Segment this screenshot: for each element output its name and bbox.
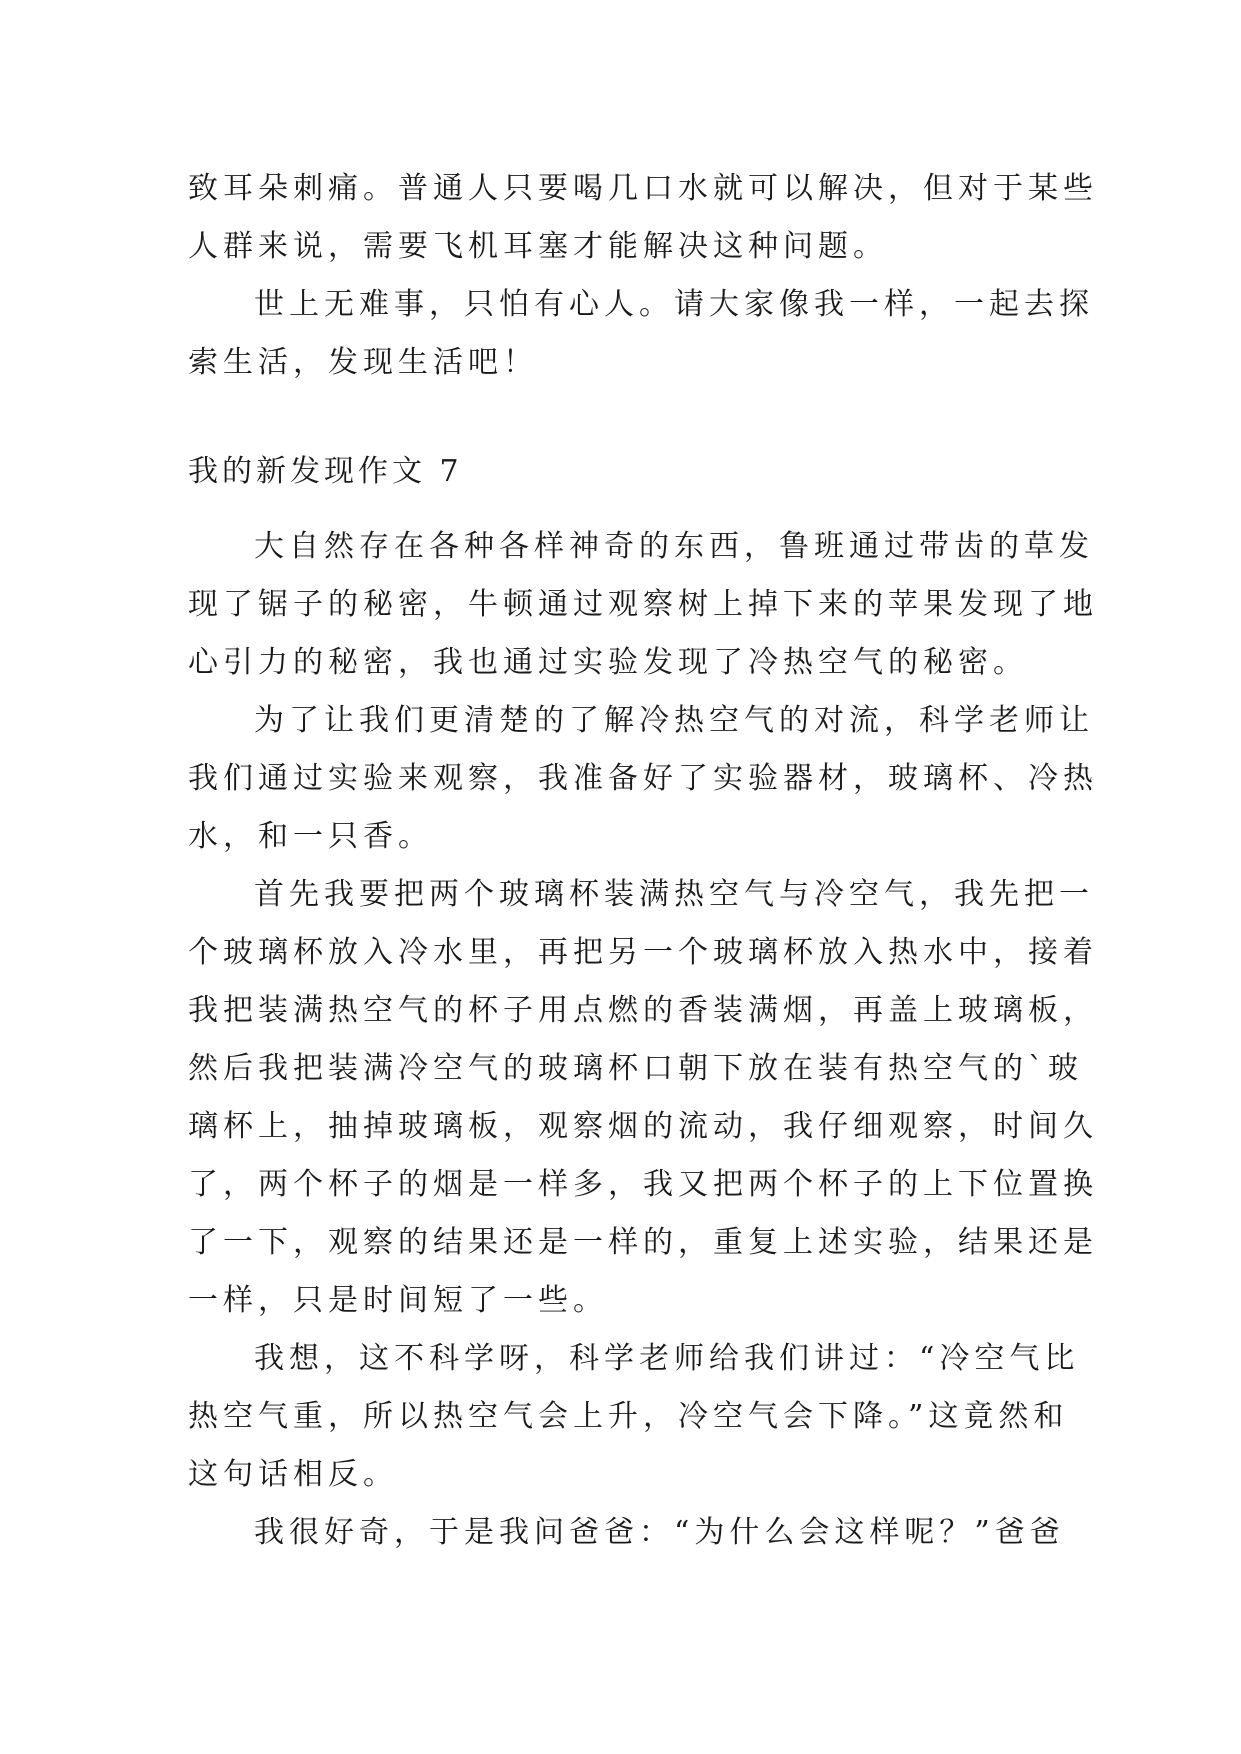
text-line: 个玻璃杯放入冷水里，再把另一个玻璃杯放入热水中，接着 bbox=[188, 935, 1098, 970]
text-line: 我把装满热空气的杯子用点燃的香装满烟，再盖上玻璃板， bbox=[188, 993, 1098, 1028]
text-line: 人群来说，需要飞机耳塞才能解决这种问题。 bbox=[188, 229, 888, 264]
text-line: 我很好奇，于是我问爸爸：“为什么会这样呢？”爸爸 bbox=[254, 1515, 1065, 1550]
text-line: 热空气重，所以热空气会上升，冷空气会下降。”这竟然和 bbox=[188, 1399, 1069, 1434]
text-line: 我们通过实验来观察，我准备好了实验器材，玻璃杯、冷热 bbox=[188, 761, 1098, 796]
text-line: 大自然存在各种各样神奇的东西，鲁班通过带齿的草发 bbox=[254, 529, 1094, 564]
text-line: 心引力的秘密，我也通过实验发现了冷热空气的秘密。 bbox=[188, 645, 1028, 680]
essay-body bbox=[188, 518, 1098, 1562]
text-line: 索生活，发现生活吧！ bbox=[188, 345, 538, 380]
text-line: 一样，只是时间短了一些。 bbox=[188, 1283, 608, 1318]
text-line: 我想，这不科学呀，科学老师给我们讲过：“冷空气比 bbox=[254, 1341, 1080, 1376]
text-line: 然后我把装满冷空气的玻璃杯口朝下放在装有热空气的`玻 bbox=[188, 1051, 1083, 1086]
text-line: 现了锯子的秘密，牛顿通过观察树上掉下来的苹果发现了地 bbox=[188, 587, 1098, 622]
essay-title: 我的新发现作文 7 bbox=[188, 454, 463, 489]
text-line: 世上无难事，只怕有心人。请大家像我一样，一起去探 bbox=[254, 287, 1094, 322]
text-line: 首先我要把两个玻璃杯装满热空气与冷空气，我先把一 bbox=[254, 877, 1094, 912]
previous-essay-ending bbox=[188, 160, 1098, 392]
text-line: 了，两个杯子的烟是一样多，我又把两个杯子的上下位置换 bbox=[188, 1167, 1098, 1202]
text-line: 了一下，观察的结果还是一样的，重复上述实验，结果还是 bbox=[188, 1225, 1098, 1260]
text-line: 为了让我们更清楚的了解冷热空气的对流，科学老师让 bbox=[254, 703, 1094, 738]
text-line: 璃杯上，抽掉玻璃板，观察烟的流动，我仔细观察，时间久 bbox=[188, 1109, 1098, 1144]
text-line: 这句话相反。 bbox=[188, 1457, 398, 1492]
text-line: 水，和一只香。 bbox=[188, 819, 433, 854]
text-line: 致耳朵刺痛。普通人只要喝几口水就可以解决，但对于某些 bbox=[188, 171, 1098, 206]
